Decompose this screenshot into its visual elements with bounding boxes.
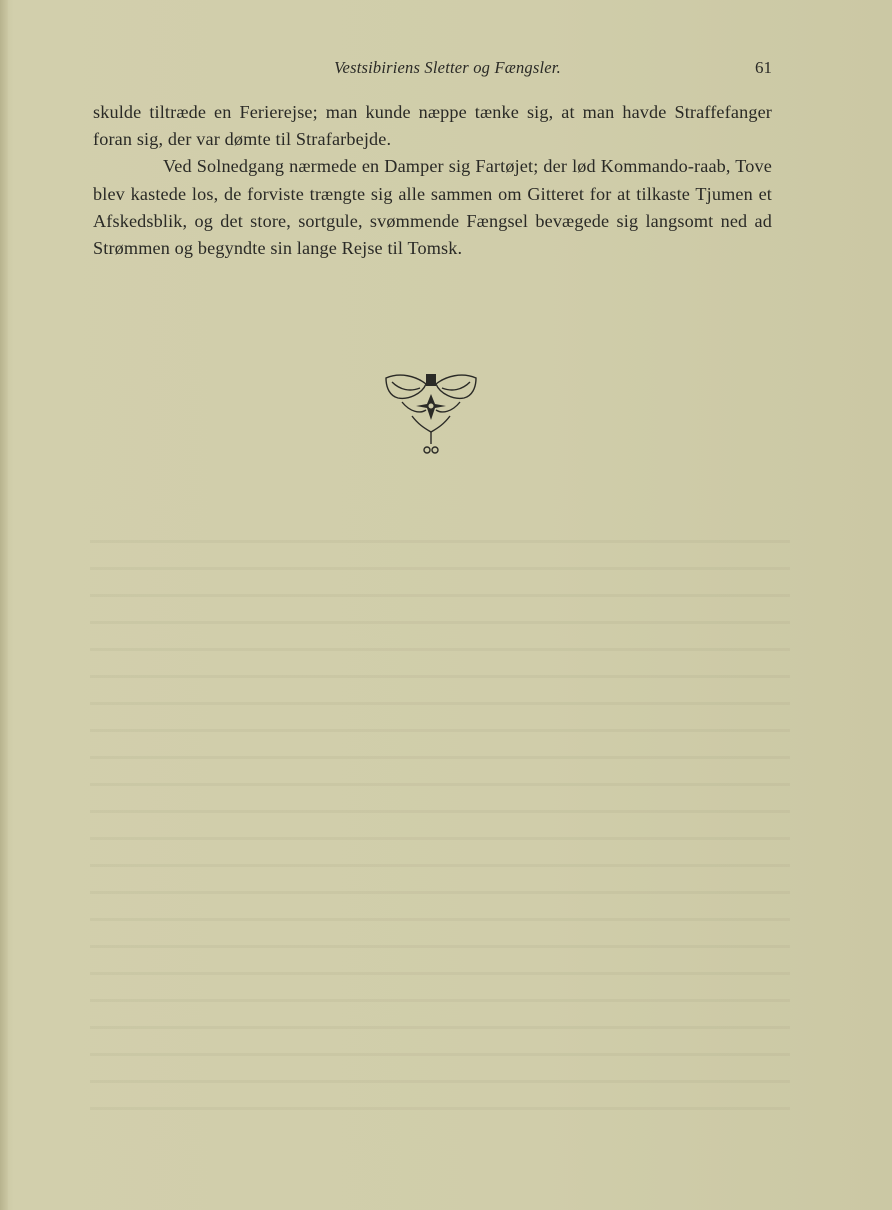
body-text bbox=[93, 99, 772, 262]
page-spine-shadow bbox=[0, 0, 8, 1210]
floral-vignette-icon bbox=[382, 372, 480, 458]
page-number: 61 bbox=[755, 58, 772, 77]
show-through-text bbox=[90, 520, 790, 1120]
paragraph: skulde tiltræde en Ferierejse; man kunde næppe tænke sig, at man havde Straffefanger foran sig, der var dømte til Strafarbejde. bbox=[93, 102, 772, 150]
paragraph: Ved Solnedgang nærmede en Damper sig Fartøjet; der lød Kommando-raab, Tove blev kastede los, de forviste trængte sig alle sammen om Gitteret for at tilkaste Tjumen et Afskedsblik, og det store, sortgule, svømmende Fængsel bevægede sig langsomt ned ad Strømmen og begyndte sin lange Rejse til Tomsk. bbox=[93, 156, 772, 259]
running-header bbox=[93, 56, 772, 82]
running-title: Vestsibiriens Sletter og Fængsler. bbox=[334, 58, 561, 77]
